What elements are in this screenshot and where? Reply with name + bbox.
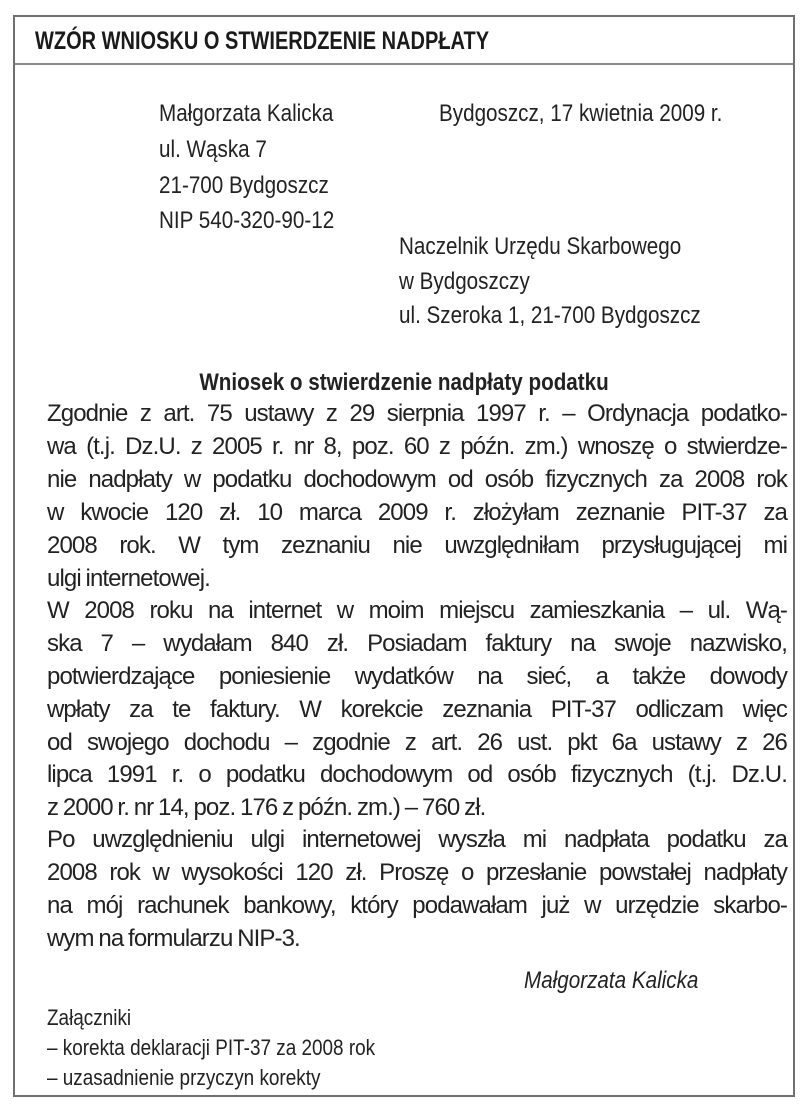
- body-line: ulgi internetowej.: [47, 565, 210, 592]
- body-line: wa (t.j. Dz.U. z 2005 r. nr 8, poz. 60 z późn. zm.) wnoszę o stwierdze-: [47, 433, 787, 460]
- body-line: ska 7 – wydałam 840 zł. Posiadam faktury na swoje nazwisko,: [47, 630, 787, 657]
- body-line: na mój rachunek bankowy, który podawałam już w urzędzie skarbo-: [47, 892, 787, 919]
- body-line: wpłaty za te faktury. W korekcie zeznania PIT-37 odliczam więc: [47, 696, 787, 723]
- body-line: potwierdzające poniesienie wydatków na sieć, a także dowody: [47, 663, 787, 690]
- attachment-item: – korekta deklaracji PIT-37 za 2008 rok: [47, 1035, 376, 1060]
- body-line: z 2000 r. nr 14, poz. 176 z późn. zm.) – 760 zł.: [47, 794, 486, 821]
- signature: Małgorzata Kalicka: [524, 967, 699, 994]
- sender-name: Małgorzata Kalicka: [159, 100, 334, 127]
- recipient-line1: Naczelnik Urzędu Skarbowego: [399, 233, 682, 260]
- title-bar: [15, 17, 793, 65]
- body-line: w kwocie 120 zł. 10 marca 2009 r. złożyłam zeznanie PIT-37 za: [47, 499, 787, 526]
- body-line: nie nadpłaty w podatku dochodowym od osób fizycznych za 2008 rok: [47, 466, 787, 493]
- body-line: od swojego dochodu – zgodnie z art. 26 ust. pkt 6a ustawy z 26: [47, 729, 787, 756]
- letter-heading: [15, 369, 793, 397]
- body-line: Po uwzględnieniu ulgi internetowej wyszła mi nadpłata podatku za: [47, 826, 787, 853]
- recipient-line2: w Bydgoszczy: [399, 268, 530, 295]
- sender-city: 21-700 Bydgoszcz: [159, 172, 329, 199]
- sender-street: ul. Wąska 7: [159, 136, 267, 163]
- body-line: 2008 rok w wysokości 120 zł. Proszę o przesłanie powstałej nadpłaty: [47, 859, 787, 886]
- document-title: WZÓR WNIOSKU O STWIERDZENIE NADPŁATY: [35, 27, 490, 55]
- body-line: W 2008 roku na internet w moim miejscu zamieszkania – ul. Wą-: [47, 597, 787, 624]
- body-line: Zgodnie z art. 75 ustawy z 29 sierpnia 1997 r. – Ordynacja podatko-: [47, 400, 787, 427]
- place-date: Bydgoszcz, 17 kwietnia 2009 r.: [439, 100, 723, 127]
- attachment-item: – uzasadnienie przyczyn korekty: [47, 1065, 321, 1090]
- document-frame: [13, 15, 795, 1097]
- body-line: lipca 1991 r. o podatku dochodowym od osób fizycznych (t.j. Dz.U.: [47, 761, 787, 788]
- letter-heading-text: Wniosek o stwierdzenie nadpłaty podatku: [199, 369, 609, 396]
- sender-nip: NIP 540-320-90-12: [159, 207, 335, 234]
- attachments-label: Załączniki: [47, 1005, 132, 1030]
- body-line: 2008 rok. W tym zeznaniu nie uwzględniłam przysługującej mi: [47, 532, 787, 559]
- recipient-line3: ul. Szeroka 1, 21-700 Bydgoszcz: [399, 302, 701, 329]
- body-line: wym na formularzu NIP-3.: [47, 925, 300, 952]
